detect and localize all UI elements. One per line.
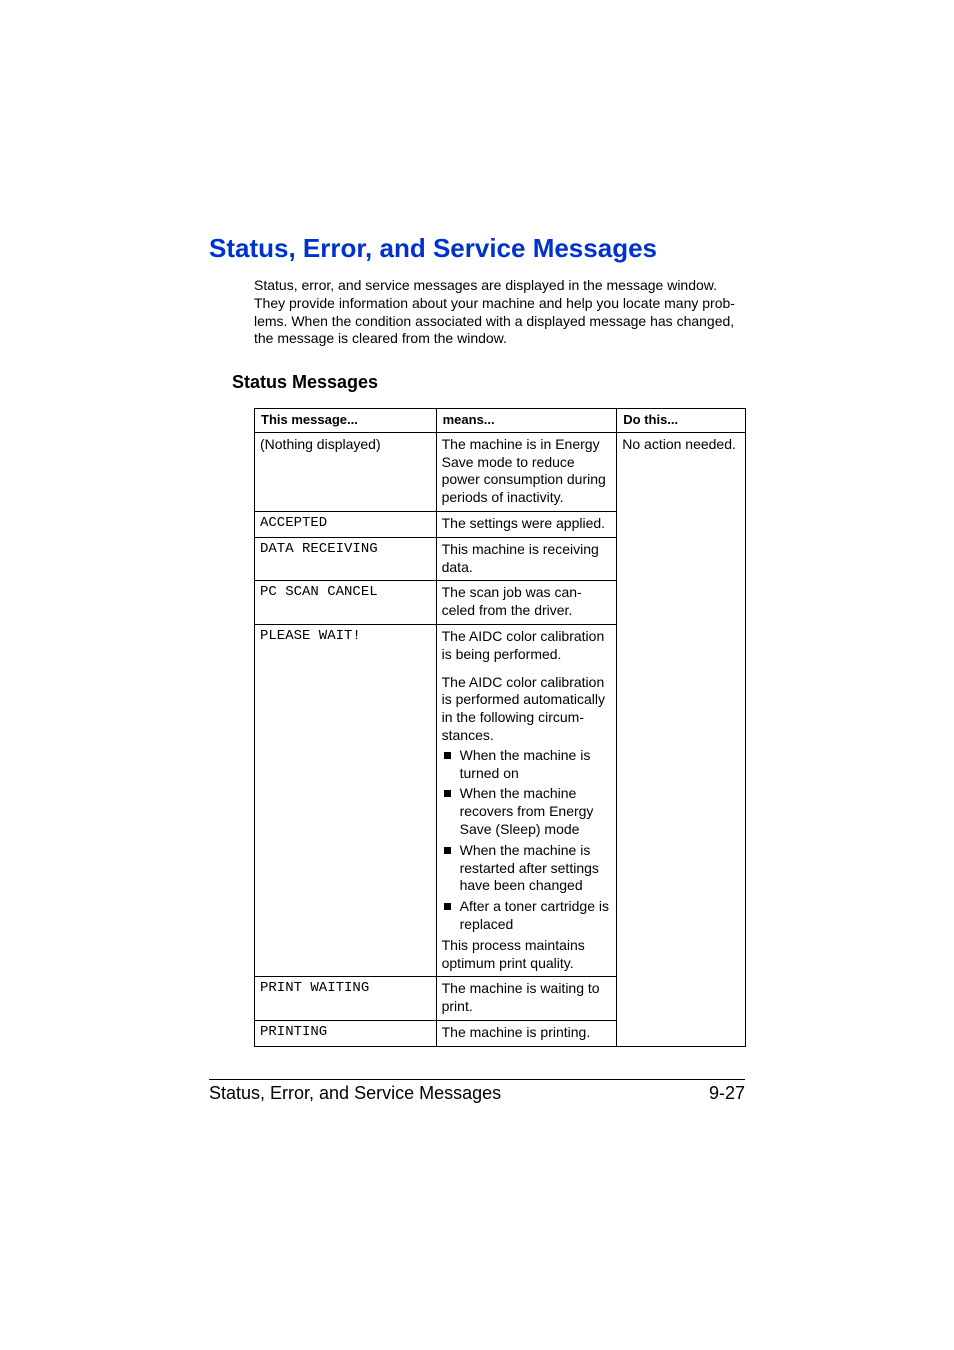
footer-section-title: Status, Error, and Service Messages: [209, 1083, 502, 1103]
means-cell: The machine is printing.: [436, 1020, 617, 1046]
message-cell: PRINT WAITING: [255, 977, 437, 1021]
message-cell: (Nothing displayed): [255, 432, 437, 511]
means-cell: This machine is receiving data.: [436, 537, 617, 581]
header-action: Do this...: [617, 409, 746, 433]
header-message: This message...: [255, 409, 437, 433]
square-bullet-icon: [444, 903, 451, 910]
means-cell: The scan job was can-celed from the driver.: [436, 581, 617, 625]
table-header-row: [255, 409, 746, 433]
status-messages-table: [254, 408, 746, 1047]
action-cell: No action needed.: [617, 432, 746, 1046]
square-bullet-icon: [444, 847, 451, 854]
list-item: When the machine is turned on: [442, 747, 612, 783]
list-item: When the machine is restarted after settings have been changed: [442, 842, 612, 895]
message-cell: PRINTING: [255, 1020, 437, 1046]
table-row: [255, 432, 746, 511]
circumstance-list: [442, 747, 612, 934]
means-text: The AIDC color calibration is being performed.: [441, 627, 605, 662]
square-bullet-icon: [444, 790, 451, 797]
header-means: means...: [436, 409, 617, 433]
intro-paragraph: Status, error, and service messages are displayed in the message window. They provide information about your machine and help you locate many prob-lems. When the condition associated with a displayed message has changed, the message is cleared from the window.: [254, 277, 735, 347]
means-text: This process maintains optimum print quality.: [441, 936, 585, 971]
message-cell: PC SCAN CANCEL: [255, 581, 437, 625]
means-cell: The machine is in Energy Save mode to reduce power consumption during periods of inactivity.: [436, 432, 617, 511]
square-bullet-icon: [444, 752, 451, 759]
message-cell: PLEASE WAIT!: [255, 624, 437, 976]
list-item: After a toner cartridge is replaced: [442, 898, 612, 934]
means-cell: The settings were applied.: [436, 511, 617, 537]
message-cell: DATA RECEIVING: [255, 537, 437, 581]
means-cell: The machine is waiting to print.: [436, 977, 617, 1021]
page-title: Status, Error, and Service Messages: [209, 233, 657, 263]
footer-divider: [209, 1079, 745, 1080]
section-title: Status Messages: [232, 372, 379, 392]
means-cell: [436, 624, 617, 976]
page-number: 9-27: [708, 1083, 745, 1103]
message-cell: ACCEPTED: [255, 511, 437, 537]
means-text: The AIDC color calibration is performed automatically in the following circum-stances.: [441, 673, 606, 743]
list-item: When the machine recovers from Energy Save (Sleep) mode: [442, 785, 612, 838]
